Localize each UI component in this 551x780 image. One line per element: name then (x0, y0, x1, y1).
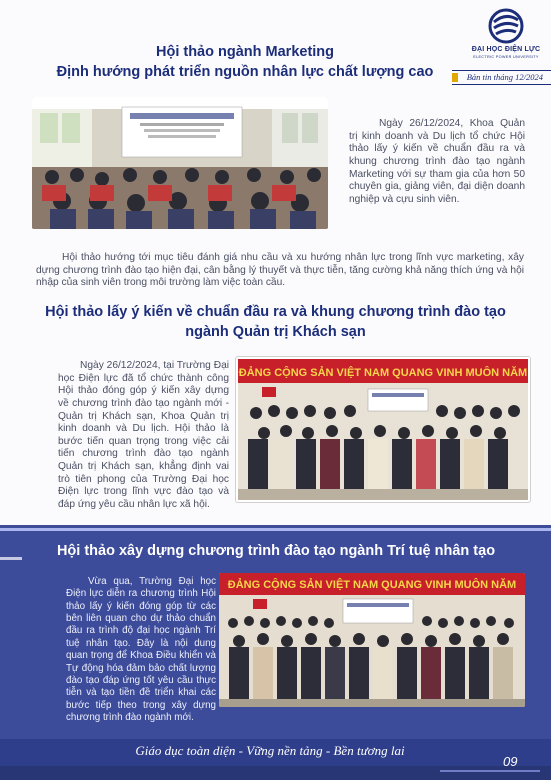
section1-photo (32, 97, 328, 229)
logo-subtitle: ELECTRIC POWER UNIVERSITY (473, 55, 539, 59)
section3-title-accent (0, 557, 22, 560)
section1-intro-paragraph: Ngày 26/12/2024, Khoa Quản trị kinh doanh và Du lịch tổ chức Hội thảo lấy ý kiến về chuẩn đầu ra và khung chương trình đào tạo ngành Marketing với sự tham gia của hơn 50 chuyên gia, giảng viên, đại diện doanh nghiệp và cựu sinh viên. (349, 118, 525, 205)
section2-title (40, 302, 511, 342)
logo-mark-icon (488, 8, 524, 44)
section1-title-line2: Định hướng phát triển nguồn nhân lực chất lượng cao (56, 64, 434, 80)
university-logo (470, 8, 542, 66)
section3-paragraph: Vừa qua, Trường Đại học Điện lực diễn ra chương trình Hội thảo lấy ý kiến đóng góp từ các bên liên quan cho dự thảo chuẩn đầu ra trình độ đại học ngành Trí tuệ nhân tạo. Đây là nội dung quan trọng để Khoa Điều khiển và Tự động hóa đảm bảo chất lượng đào tạo đáp ứng tốt yêu cầu thực tiễn và tạo tiền đề triển khai các bước tiếp theo trong xây dựng chương trình đào ngành mới. (66, 575, 216, 724)
footer-decoration (440, 770, 540, 772)
page-number: 09 (503, 754, 518, 769)
section1-body-paragraph: Hội thảo hướng tới mục tiêu đánh giá nhu cầu và xu hướng nhân lực trong lĩnh vực marketing, xây dựng chương trình đào tạo hiện đại, cân bằng lý thuyết và thực tiễn, tăng cường khả năng thích ứng và hội nhập của sinh viên trong môi trường làm việc toàn cầu. (36, 252, 524, 289)
section3-title: Hội thảo xây dựng chương trình đào tạo ngành Trí tuệ nhân tạo (56, 543, 496, 559)
section2-photo (236, 357, 530, 502)
section3-band-strip (0, 528, 551, 531)
issue-tag-accent (452, 73, 458, 82)
issue-tag (452, 70, 551, 85)
logo-name: ĐẠI HỌC ĐIỆN LỰC (471, 46, 541, 53)
section1-title (40, 42, 450, 82)
section3-photo (219, 573, 525, 707)
section2-paragraph: Ngày 26/12/2024, tại Trường Đại học Điện lực đã tổ chức thành công Hội thảo đóng góp ý kiến xây dựng về chương trình đào tạo ngành mới - Quản trị Khách sạn, Khoa Quản trị kinh doanh và Du lịch. Hội thảo là bước tiến quan trọng trong việc cải tiến chương trình đào tạo ngành Quản trị Khách sạn, khẳng định vai trò tiên phong của Trường Đại học Điện lực trong lĩnh vực đào tạo và đáp ứng yêu cầu nhân lực xã hội. (58, 360, 229, 510)
footer-slogan: Giáo dục toàn diện - Vững nền tảng - Bền tương lai (135, 743, 405, 758)
section2-title-line2: ngành Quản trị Khách sạn (185, 324, 366, 340)
footer-lower-band (0, 766, 551, 780)
section2-banner-text: ĐẢNG CỘNG SẢN VIỆT NAM QUANG VINH MUÔN NĂM (238, 367, 528, 379)
section3-banner-text: ĐẢNG CỘNG SẢN VIỆT NAM QUANG VINH MUÔN NĂM (227, 579, 517, 591)
section1-title-line1: Hội thảo ngành Marketing (155, 44, 335, 60)
section2-title-line1: Hội thảo lấy ý kiến về chuẩn đầu ra và khung chương trình đào tạo (45, 304, 506, 320)
issue-label: Bản tin tháng 12/2024 (466, 72, 543, 82)
